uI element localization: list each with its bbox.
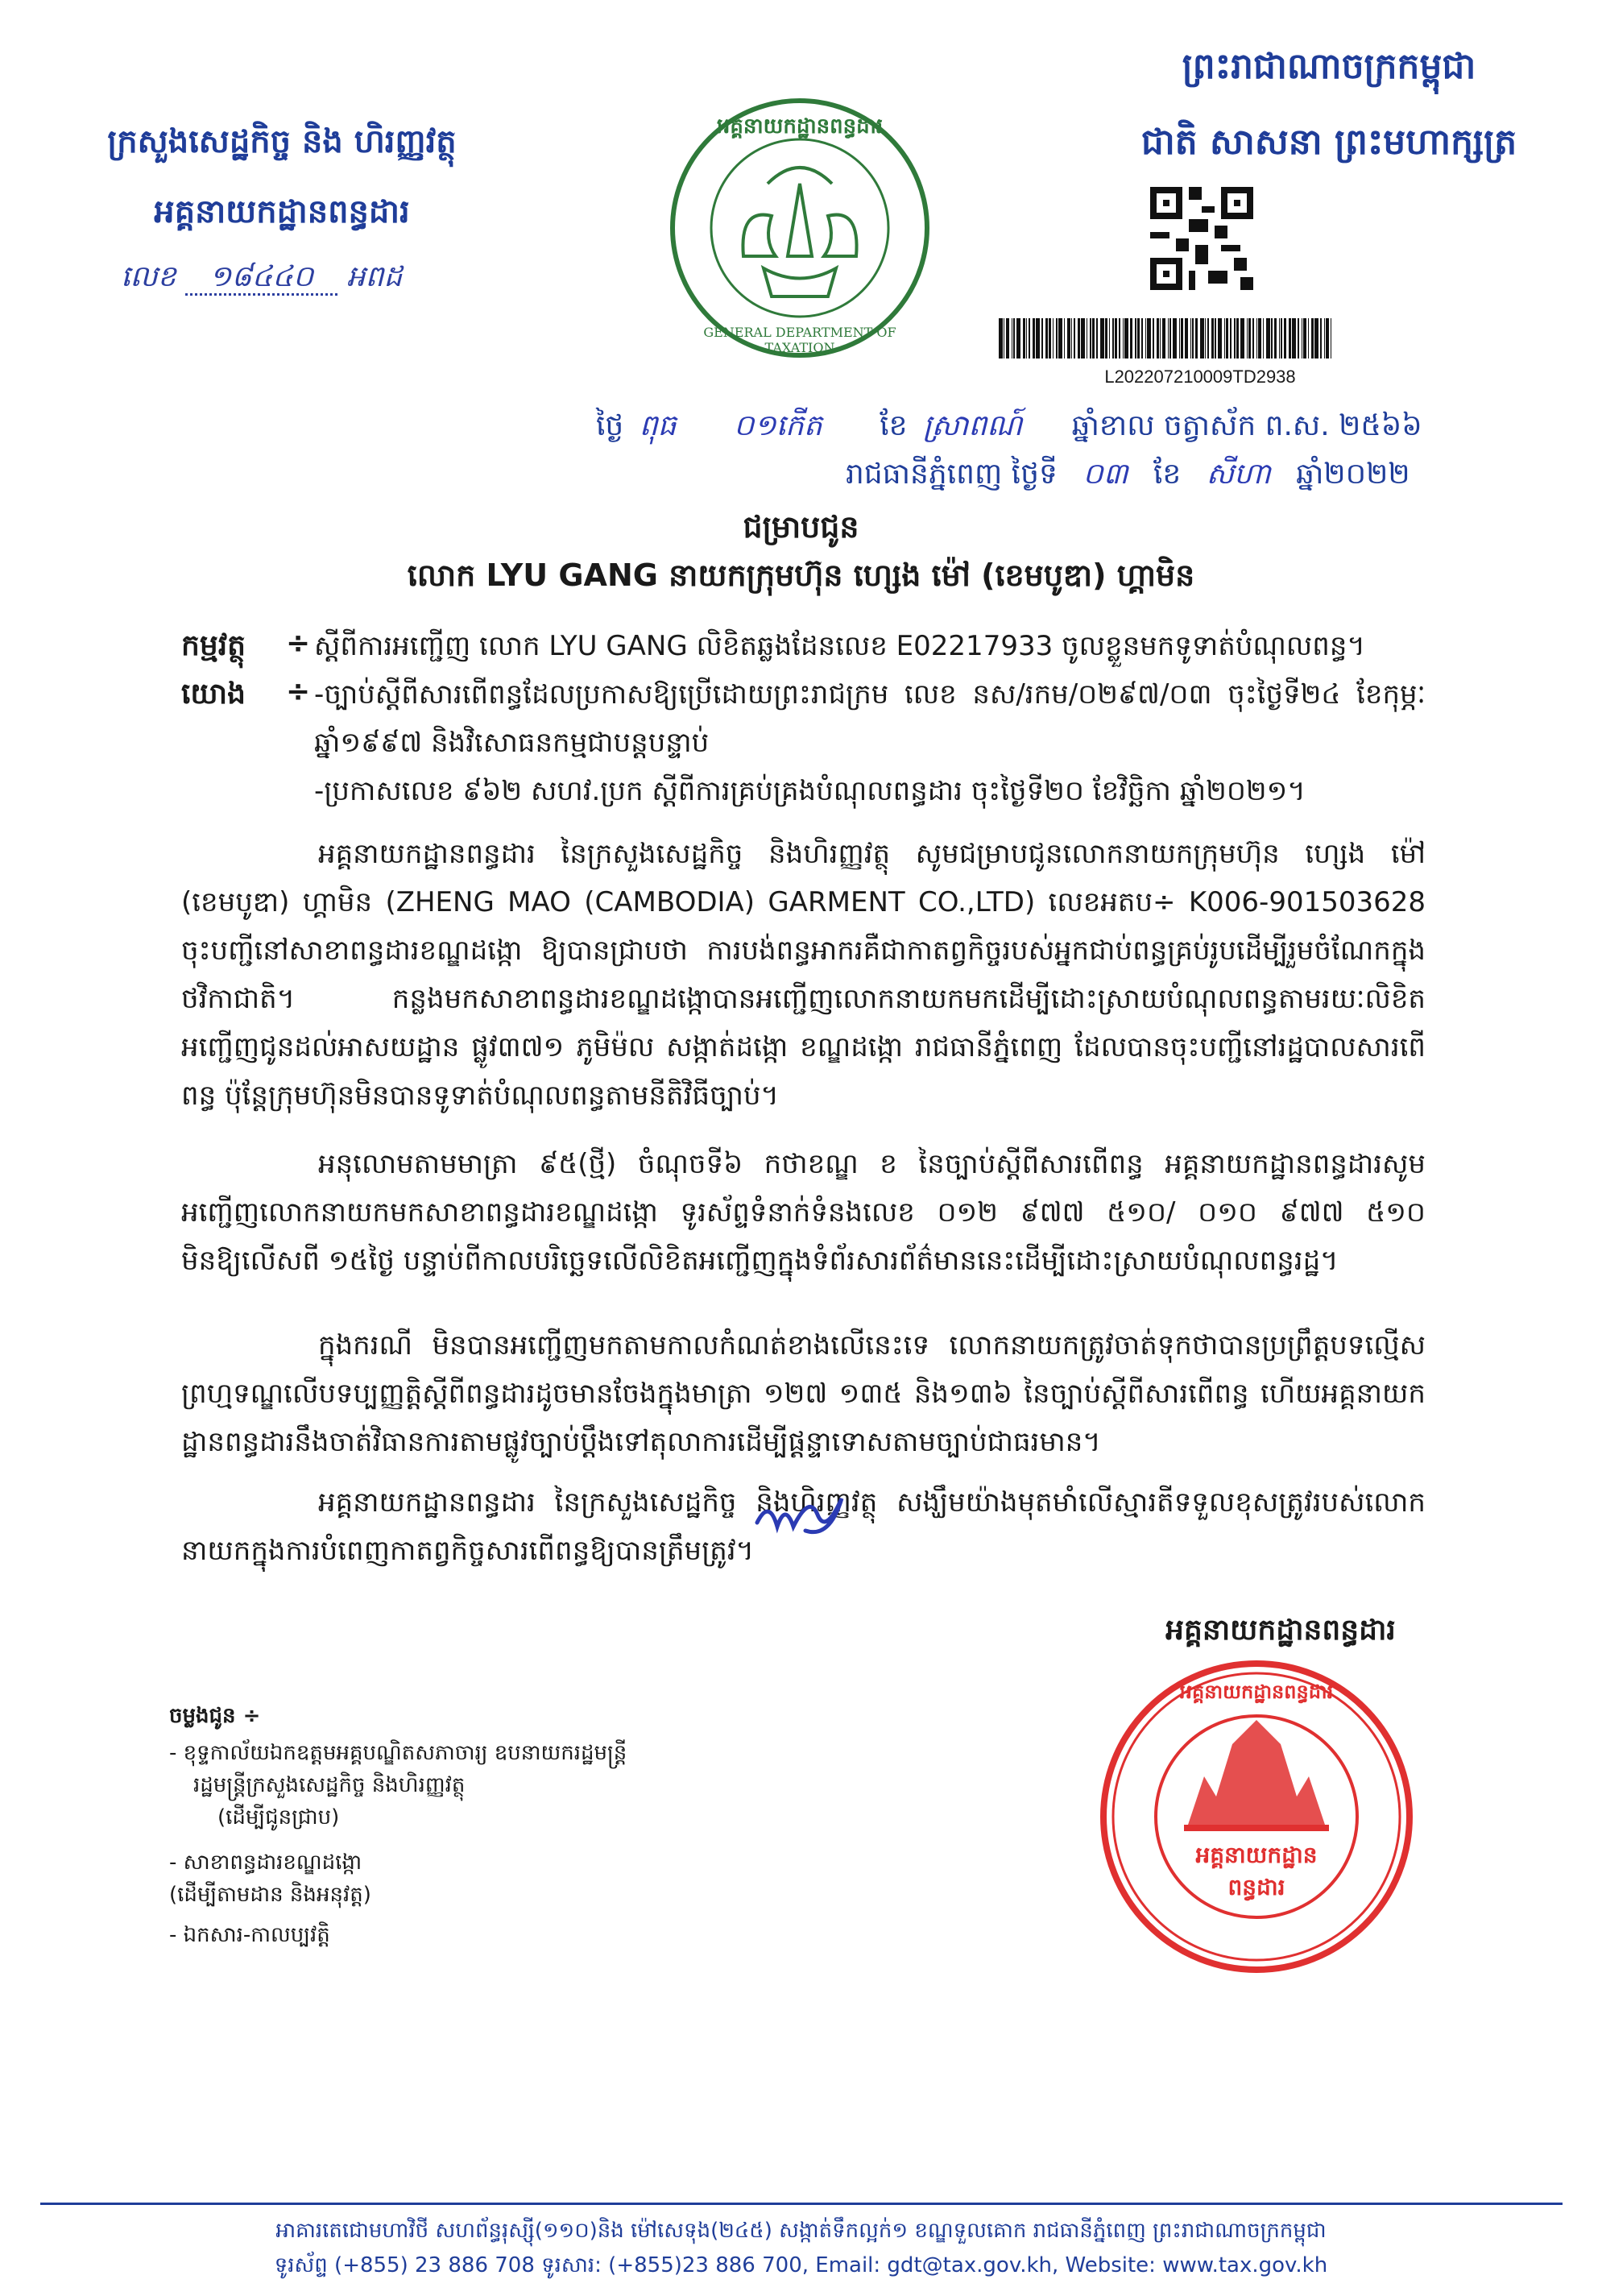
- barcode-bar: [999, 318, 1003, 358]
- barcode-bar: [1324, 318, 1326, 358]
- barcode-bar: [1029, 318, 1030, 358]
- cc-item: - ខុទ្ទកាល័យឯកឧត្តមអគ្គបណ្ឌិតសភាចារ្យ ឧបនាយករដ្ឋមន្ត្រី: [169, 1741, 627, 1765]
- header-left: [56, 121, 507, 238]
- barcode-bar: [1215, 318, 1216, 358]
- official-seal: [1095, 1656, 1418, 1978]
- subject-text: ស្តីពីការអញ្ជើញ លោក LYU GANG លិខិតឆ្លងដែនលេខ E02217933 ចូលខ្លួនមកទូទាត់បំណុលពន្ធ។: [314, 630, 1365, 662]
- barcode-bar: [1179, 318, 1181, 358]
- national-motto: ជាតិ សាសនា ព្រះមហាក្សត្រ: [1140, 122, 1517, 163]
- cc-item: - សាខាពន្ធដារខណ្ឌដង្កោ: [169, 1850, 362, 1875]
- cc-item: (ដើម្បីជូនជ្រាប): [217, 1805, 340, 1830]
- reference-item-2: -ប្រកាសលេខ ៩៦២ សហវ.ប្រក ស្តីពីការគ្រប់គ្រងបំណុលពន្ធដារ ចុះថ្ងៃទី២០ ខែវិច្ឆិកា ឆ្នាំ២០២១។: [314, 775, 1306, 807]
- barcode-bar: [1311, 318, 1314, 358]
- letter-number-prefix: លេខ: [121, 260, 176, 293]
- barcode-bar: [1252, 318, 1254, 358]
- solar-year: ឆ្នាំ២០២២: [1296, 458, 1410, 491]
- barcode-bar: [1234, 318, 1236, 358]
- barcode-bar: [1298, 318, 1299, 358]
- barcode-bar: [1078, 318, 1080, 358]
- solar-month-label: ខែ: [1153, 458, 1182, 491]
- initials-mark: [749, 1482, 862, 1547]
- barcode-bar: [1004, 318, 1005, 358]
- cc-item: (ដើម្បីតាមដាន និងអនុវត្ត): [169, 1883, 371, 1907]
- barcode-bar: [1168, 318, 1169, 358]
- reference-label: យោង: [181, 678, 246, 711]
- reference-item-1: -ច្បាប់ស្តីពីសារពើពន្ធដែលប្រកាសឱ្យប្រើដោយព្រះរាជក្រម លេខ នស/រកម/០២៩៧/០៣ ចុះថ្ងៃទី២៤ ខែកុម្ភៈ ឆ្នាំ១៩៩៧ និងវិសោធនកម្មជាបន្តបន្ទាប់: [314, 678, 1426, 759]
- barcode-bar: [1173, 318, 1177, 358]
- barcode-bar: [1185, 318, 1187, 358]
- barcode-bar: [1218, 318, 1222, 358]
- barcode-bar: [1157, 318, 1159, 358]
- barcode-bar: [1302, 318, 1303, 358]
- barcode-bar: [1200, 318, 1204, 358]
- header-right: [1103, 44, 1554, 172]
- logo-top-text: អគ្គនាយកដ្ឋានពន្ធដារ: [716, 114, 884, 139]
- barcode-bar: [1284, 318, 1286, 358]
- barcode-bar: [1326, 318, 1328, 358]
- barcode-bar: [1053, 318, 1054, 358]
- barcode-bar: [1248, 318, 1251, 358]
- lunar-year: ឆ្នាំខាល ចត្វាស័ក ព.ស. ២៥៦៦: [1071, 409, 1422, 442]
- cc-item: - ឯកសារ-កាលប្បវត្តិ: [169, 1923, 330, 1947]
- barcode-bar: [1012, 318, 1013, 358]
- barcode-bar: [1058, 318, 1062, 358]
- barcode-bar: [1160, 318, 1161, 358]
- gdt-logo: [667, 95, 933, 361]
- barcode-bar: [1071, 318, 1073, 358]
- body-paragraph-4: អគ្គនាយកដ្ឋានពន្ធដារ នៃក្រសួងសេដ្ឋកិច្ច និងហិរញ្ញវត្ថុ សង្ឃឹមយ៉ាងមុតមាំលើស្មារតីទទួលខុសត្រូវរបស់លោកនាយកក្នុងការបំពេញកាតព្វកិច្ចសារពើពន្ធឱ្យបានត្រឹមត្រូវ។: [181, 1486, 1426, 1567]
- barcode-bar: [1279, 318, 1281, 358]
- barcode-bar: [1247, 318, 1248, 358]
- signature-title: អគ្គនាយកដ្ឋានពន្ធដារ: [1165, 1614, 1396, 1647]
- barcode-bar: [1100, 318, 1104, 358]
- to-label: ជម្រាបជូន: [743, 509, 859, 545]
- barcode-bar: [1006, 318, 1008, 358]
- kingdom-name: ព្រះរាជាណាចក្រកម្ពុជា: [1182, 46, 1476, 87]
- barcode-bar: [1289, 318, 1291, 358]
- barcode-bar: [1195, 318, 1198, 358]
- barcode-bar: [1308, 318, 1310, 358]
- barcode-bar: [1023, 318, 1025, 358]
- barcode-bar: [1240, 318, 1244, 358]
- barcode-bar: [1105, 318, 1107, 358]
- body-paragraph-3: ក្នុងករណី មិនបានអញ្ជើញមកតាមកាលកំណត់ខាងលើនេះទេ លោកនាយកត្រូវចាត់ទុកថាបានប្រព្រឹត្តបទល្មើសព្រហ្មទណ្ឌលើបទប្បញ្ញត្តិស្តីពីពន្ធដារដូចមានចែងក្នុងមាត្រា ១២៧ ១៣៥ និង១៣៦ នៃច្បាប់ស្តីពីសារពើពន្ធ ហើយអគ្គនាយកដ្ឋានពន្ធដារនឹងចាត់វិធានការតាមផ្លូវច្បាប់ប្តឹងទៅតុលាការដើម្បីផ្តន្ទាទោសតាមច្បាប់ជាធរមាន។: [181, 1329, 1426, 1458]
- barcode-bar: [1123, 318, 1124, 358]
- logo-bottom-text: GENERAL DEPARTMENT OF TAXATION: [703, 325, 896, 355]
- barcode-bar: [1135, 318, 1136, 358]
- barcode-bar: [1112, 318, 1114, 358]
- lunar-moon: ០១កើត: [733, 409, 822, 442]
- barcode-bar: [1169, 318, 1171, 358]
- barcode: [999, 318, 1401, 363]
- barcode-bar: [1224, 318, 1226, 358]
- recipient-name: លោក LYU GANG នាយកក្រុមហ៊ុន ហ្សេង ម៉ៅ (ខេមបូឌា) ហ្គាមិន: [407, 557, 1195, 593]
- barcode-bar: [1190, 318, 1192, 358]
- barcode-bar: [1266, 318, 1270, 358]
- barcode-bar: [1271, 318, 1273, 358]
- barcode-bar: [1303, 318, 1306, 358]
- barcode-bar: [1230, 318, 1232, 358]
- qr-code: [1150, 187, 1253, 290]
- barcode-bar: [1258, 318, 1260, 358]
- barcode-bar: [1226, 318, 1228, 358]
- barcode-bar: [1281, 318, 1282, 358]
- seal-top-text: អគ្គនាយកដ្ឋានពន្ធដារ: [1179, 1681, 1334, 1703]
- barcode-bar: [1090, 318, 1091, 358]
- barcode-bar: [1162, 318, 1165, 358]
- barcode-bar: [1074, 318, 1075, 358]
- barcode-bar: [1263, 318, 1265, 358]
- lunar-month-prefix: ខែ: [880, 409, 908, 442]
- barcode-bar: [1049, 318, 1051, 358]
- qr-code-icon: [1150, 187, 1253, 290]
- barcode-bar: [1064, 318, 1066, 358]
- seal-center-text: អគ្គនាយកដ្ឋាន ពន្ធដារ: [1195, 1842, 1318, 1900]
- barcode-bar: [1331, 318, 1332, 358]
- barcode-bar: [1016, 318, 1020, 358]
- barcode-bar: [1096, 318, 1098, 358]
- barcode-bar: [1109, 318, 1111, 358]
- subject-label: កម្មវត្ថុ: [181, 629, 246, 662]
- lunar-day-prefix: ថ្ងៃ: [596, 409, 624, 442]
- barcode-bar: [1056, 318, 1058, 358]
- barcode-bar: [1119, 318, 1120, 358]
- barcode-bar: [1081, 318, 1085, 358]
- solar-month: សីហា: [1206, 458, 1271, 491]
- barcode-text: L202207210009TD2938: [1104, 367, 1296, 387]
- barcode-bar: [1292, 318, 1296, 358]
- barcode-bar: [1115, 318, 1117, 358]
- lunar-day: ពុធ: [639, 409, 677, 442]
- barcode-bar: [1236, 318, 1239, 358]
- barcode-bar: [1124, 318, 1128, 358]
- body-paragraph-1: អគ្គនាយកដ្ឋានពន្ធដារ នៃក្រសួងសេដ្ឋកិច្ច និងហិរញ្ញវត្ថុ សូមជម្រាបជូនលោកនាយកក្រុមហ៊ុន ហ្សេង ម៉ៅ (ខេមបូឌា) ហ្គាមិន (ZHENG MAO (CAMBODIA) GARMENT CO.,LTD) លេខអតប÷ K006-901503628 ចុះបញ្ជីនៅសាខាពន្ធដារខណ្ឌដង្កោ ឱ្យបានជ្រាបថា ការបង់ពន្ធអាករគឺជាកាតព្វកិច្ចរបស់អ្នកជាប់ពន្ធគ្រប់រូបដើម្បីរួមចំណែកក្នុងថវិកាជាតិ។ កន្លងមកសាខាពន្ធដារខណ្ឌដង្កោបានអញ្ជើញលោកនាយកមកដើម្បីដោះស្រាយបំណុលពន្ធតាមរយៈលិខិតអញ្ជើញជូនដល់អាសយដ្ឋាន ផ្លូវ៣៧១ ភូមិម៉ល សង្កាត់ដង្កោ ខណ្ឌដង្កោ រាជធានីភ្នំពេញ ដែលបានចុះបញ្ជីនៅរដ្ឋបាលសារពើពន្ធ ប៉ុន្តែក្រុមហ៊ុនមិនបានទូទាត់បំណុលពន្ធតាមនីតិវិធីច្បាប់។: [181, 838, 1426, 1112]
- place-prefix: រាជធានីភ្នំពេញ ថ្ងៃទី: [846, 458, 1058, 491]
- cc-section: [169, 1700, 652, 1951]
- footer-address: អាគារតេជោមហាវិថី សហព័ន្ធរុស្ស៊ី(១១០)និង ម៉ៅសេទុង(២៤៥) សង្កាត់ទឹកល្អក់១ ខណ្ឌទួលគោក រាជធានីភ្នំពេញ ព្រះរាជាណាចក្រកម្ពុជា: [275, 2219, 1327, 2243]
- barcode-bar: [1045, 318, 1048, 358]
- solar-date: [846, 455, 1571, 498]
- barcode-bar: [1320, 318, 1322, 358]
- barcode-bar: [1137, 318, 1140, 358]
- barcode-bar: [1153, 318, 1154, 358]
- barcode-bar: [1207, 318, 1209, 358]
- cc-label: ចម្លងជូន ÷: [169, 1704, 261, 1728]
- footer-contact: ទូរស័ព្ទ (+855) 23 886 708 ទូរសារ: (+855)23 886 700, Email: gdt@tax.gov.kh, Website: www.tax.gov.kh: [274, 2253, 1328, 2277]
- barcode-bar: [1013, 318, 1015, 358]
- ministry-name: ក្រសួងសេដ្ឋកិច្ច និង ហិរញ្ញវត្ថុ: [107, 123, 457, 160]
- barcode-bar: [1087, 318, 1088, 358]
- lunar-month: ស្រាពណ៍: [922, 409, 1023, 442]
- solar-day: ០៣: [1082, 458, 1128, 491]
- barcode-bar: [1036, 318, 1040, 358]
- department-name: អគ្គនាយកដ្ឋានពន្ធដារ: [154, 193, 410, 230]
- barcode-bar: [1147, 318, 1151, 358]
- lunar-date: [596, 407, 1563, 450]
- barcode-bar: [1256, 318, 1258, 358]
- letter-number-suffix: អពដ: [346, 260, 403, 293]
- barcode-bar: [1067, 318, 1070, 358]
- footer-rule: [40, 2203, 1563, 2205]
- barcode-bar: [1211, 318, 1214, 358]
- barcode-bar: [1092, 318, 1095, 358]
- barcode-bar: [1041, 318, 1043, 358]
- letter-number-value: ១៨៤៤០: [185, 260, 337, 296]
- letter-number: [121, 258, 475, 300]
- barcode-bar: [1130, 318, 1132, 358]
- barcode-bar: [1141, 318, 1143, 358]
- subject-separator: ÷: [286, 627, 311, 660]
- barcode-bar: [1033, 318, 1035, 358]
- cc-item: រដ្ឋមន្ត្រីក្រសួងសេដ្ឋកិច្ច និងហិរញ្ញវត្ថុ: [193, 1773, 466, 1797]
- reference-separator: ÷: [286, 675, 311, 708]
- barcode-bar: [1192, 318, 1194, 358]
- body-paragraph-2: អនុលោមតាមមាត្រា ៩៥(ថ្មី) ចំណុចទី៦ កថាខណ្ឌ ខ នៃច្បាប់ស្តីពីសារពើពន្ធ អគ្គនាយកដ្ឋានពន្ធដារសូមអញ្ជើញលោកនាយកមកសាខាពន្ធដារខណ្ឌដង្កោ ទូរស័ព្ទទំនាក់ទំនងលេខ ០១២ ៩៧៧ ៥១០/ ០១០ ៩៧៧ ៥១០ មិនឱ្យលើសពី ១៥ថ្ងៃ បន្ទាប់ពីកាលបរិច្ឆេទលើលិខិតអញ្ជើញក្នុងទំព័រសារព័ត៌មាននេះដើម្បីដោះស្រាយបំណុលពន្ធរដ្ឋ។: [181, 1148, 1426, 1277]
- barcode-bar: [1145, 318, 1147, 358]
- barcode-bar: [1205, 318, 1207, 358]
- barcode-bar: [1314, 318, 1318, 358]
- barcode-bar: [1274, 318, 1277, 358]
- barcode-bar: [1181, 318, 1183, 358]
- barcode-bar: [1026, 318, 1028, 358]
